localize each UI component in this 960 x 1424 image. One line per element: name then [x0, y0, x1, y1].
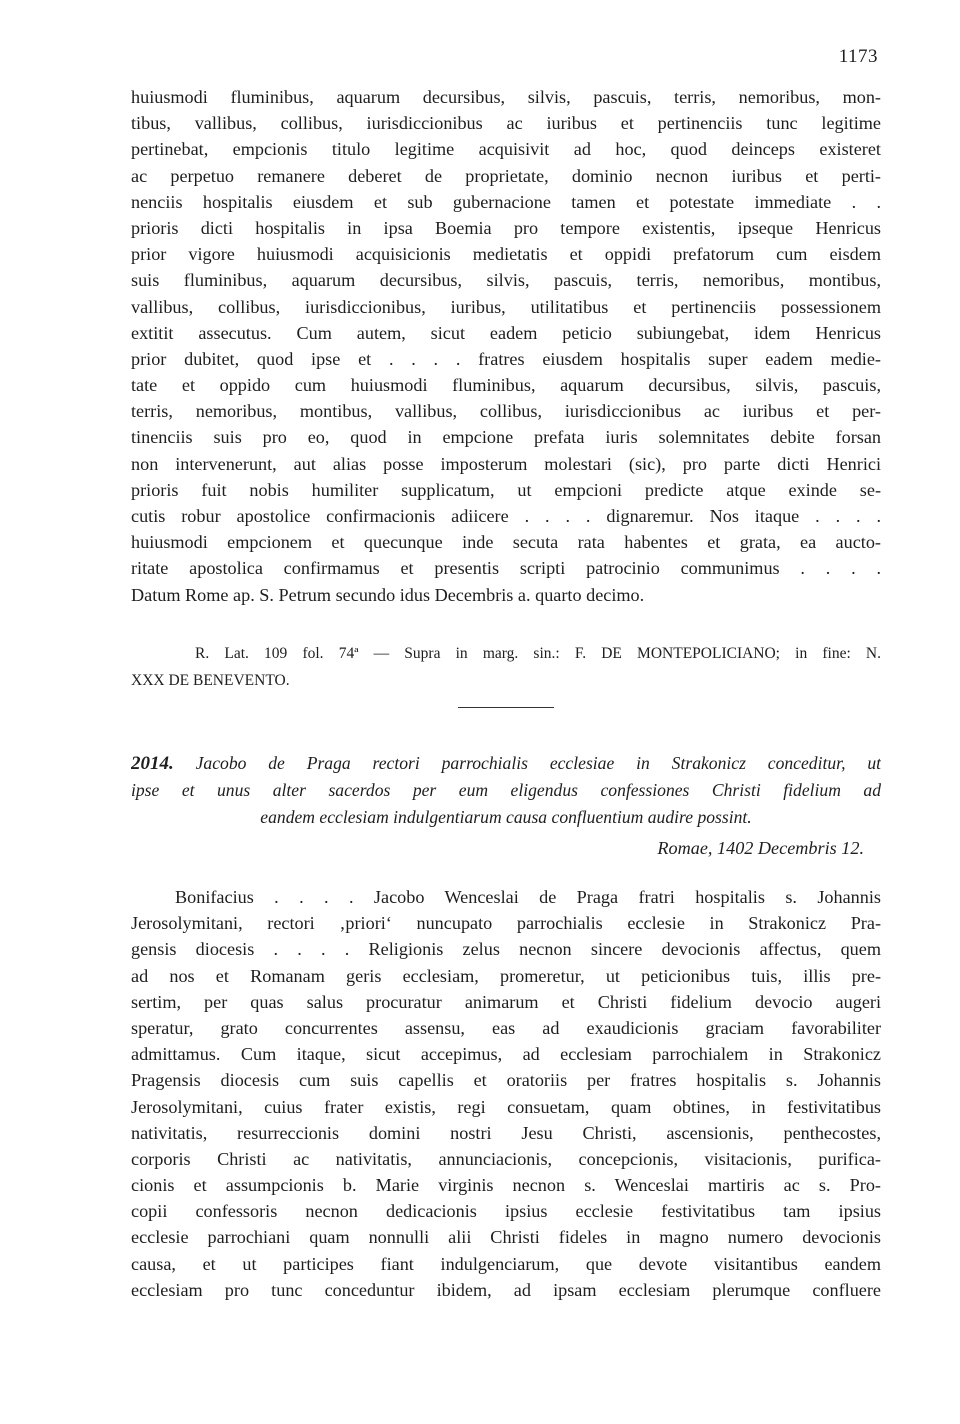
- text-line: Jerosolymitani, rectori ‚priori‘ nuncupato parrochialis ecclesie in Strakonicz Pra-: [131, 913, 881, 934]
- source-note: [131, 640, 881, 694]
- text-line: cionis et assumpcionis b. Marie virginis necnon s. Wenceslai martiris ac s. Pro-: [131, 1175, 881, 1196]
- text-line: tate et oppido cum huiusmodi fluminibus, aquarum decursibus, silvis, pascuis,: [131, 375, 881, 396]
- heading-text: Jacobo de Praga rectori parrochialis ecclesiae in Strakonicz conceditur, ut: [195, 753, 881, 773]
- text-line: nativitatis, resurreccionis domini nostri Jesu Christi, ascensionis, penthecostes,: [131, 1122, 881, 1143]
- text-line: non intervenerunt, aut alias posse imposterum molestari (sic), pro parte dicti Henrici: [131, 453, 881, 474]
- note-line: R. Lat. 109 fol. 74ª — Supra in marg. sin.: F. DE MONTEPOLICIANO; in fine: N.: [195, 645, 881, 662]
- text-line: huiusmodi fluminibus, aquarum decursibus, silvis, pascuis, terris, nemoribus, mon-: [131, 87, 881, 107]
- text-line: nenciis hospitalis eiusdem et sub gubernacione tamen et potestate immediate . .: [131, 191, 881, 212]
- text-line: prioris dicti hospitalis in ipsa Boemia pro tempore existentis, ipseque Henricus: [131, 217, 881, 238]
- entry-heading: [131, 750, 881, 831]
- text-line: tinenciis suis pro eo, quod in empcione prefata iuris solemnitates debite forsan: [131, 427, 881, 448]
- text-line: vallibus, collibus, iurisdiccionibus, iuribus, utilitatibus et pertinenciis possessionem: [131, 296, 881, 317]
- text-line: ac perpetuo remanere deberet de proprietate, dominio necnon iuribus et perti-: [131, 165, 881, 186]
- text-line: Jerosolymitani, cuius frater existis, regi consuetam, quam obtines, in festivitatibus: [131, 1096, 881, 1117]
- page-number: 1173: [838, 46, 878, 67]
- text-line: ad nos et Romanam geris ecclesiam, promeretur, ut peticionibus tuis, illis pre-: [131, 965, 881, 986]
- text-line: admittamus. Cum itaque, sicut accepimus, ad ecclesiam parrochialem in Strakonicz: [131, 1044, 881, 1065]
- text-line: cutis robur apostolice confirmacionis adiicere . . . . dignaremur. Nos itaque . . . .: [131, 506, 881, 526]
- text-line: Datum Rome ap. S. Petrum secundo idus Decembris a. quarto decimo.: [131, 584, 645, 605]
- section-divider: [458, 707, 554, 708]
- text-line: Pragensis diocesis cum suis capellis et oratoriis per fratres hospitalis s. Johannis: [131, 1070, 881, 1091]
- entry-number: 2014.: [131, 753, 174, 774]
- text-line: suis fluminibus, aquarum decursibus, silvis, pascuis, terris, nemoribus, montibus,: [131, 270, 881, 291]
- text-line: extitit assecutus. Cum autem, sicut eadem peticio subiungebat, idem Henricus: [131, 322, 881, 343]
- text-line: Bonifacius . . . . Jacobo Wenceslai de Praga fratri hospitalis s. Johannis: [175, 887, 881, 907]
- text-line: prior vigore huiusmodi acquisicionis medietatis et oppidi prefatorum cum eisdem: [131, 244, 881, 265]
- heading-line: eandem ecclesiam indulgentiarum causa confluentium audire possint.: [260, 807, 752, 827]
- text-line: corporis Christi ac nativitatis, annunciacionis, concepcionis, visitacionis, purifica-: [131, 1148, 881, 1169]
- text-line: huiusmodi empcionem et quecunque inde secuta rata habentes et grata, ea aucto-: [131, 532, 881, 553]
- text-line: pertinebat, empcionis titulo legitime acquisivit ad hoc, quod deinceps existeret: [131, 139, 881, 160]
- text-line: terris, nemoribus, montibus, vallibus, collibus, iurisdiccionibus ac iuribus et per-: [131, 401, 881, 422]
- text-line: ritate apostolica confirmamus et presentis scripti patrocinio communimus . . . .: [131, 558, 881, 579]
- text-line: prioris fuit nobis humiliter supplicatum, ut empcioni predicte atque exinde se-: [131, 479, 881, 500]
- text-line: sertim, per quas salus procuratur animarum et Christi fidelium devocio augeri: [131, 991, 881, 1012]
- text-line: copii confessoris necnon dedicacionis ipsius ecclesie festivitatibus tam ipsius: [131, 1201, 881, 1222]
- text-line: tibus, vallibus, collibus, iurisdiccionibus ac iuribus et pertinenciis tunc legitime: [131, 113, 881, 134]
- text-line: causa, et ut participes fiant indulgenciarum, que devote visitantibus eandem: [131, 1253, 881, 1274]
- paragraph-2: [131, 884, 881, 1303]
- text-line: gensis diocesis . . . . Religionis zelus necnon sincere devocionis affectus, quem: [131, 939, 881, 960]
- dateline: Romae, 1402 Decembris 12.: [657, 838, 864, 858]
- heading-line: [131, 750, 881, 777]
- text-line: ecclesie parrochiani quam nonnulli alii Christi fideles in magno numero devocionis: [131, 1227, 881, 1248]
- note-line: XXX DE BENEVENTO.: [131, 672, 290, 689]
- text-line: prior dubitet, quod ipse et . . . . fratres eiusdem hospitalis super eadem medie-: [131, 348, 881, 369]
- text-line: speratur, grato concurrentes assensu, eas ad exaudicionis graciam favorabiliter: [131, 1017, 881, 1038]
- paragraph-1: [131, 84, 881, 608]
- heading-line: ipse et unus alter sacerdos per eum eligendus confessiones Christi fidelium ad: [131, 780, 881, 800]
- text-line: ecclesiam pro tunc conceduntur ibidem, ad ipsam ecclesiam plerumque confluere: [131, 1279, 881, 1300]
